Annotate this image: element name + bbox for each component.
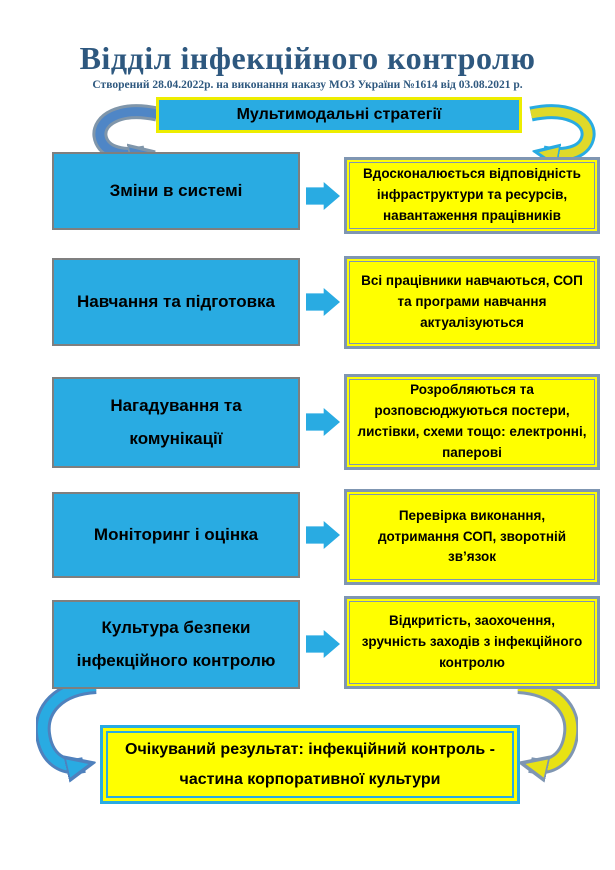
right-arrow-icon [306,288,340,316]
page-title: Відділ інфекційного контролю [79,40,536,76]
expected-result-box: Очікуваний результат: інфекційний контроль - частина корпоративної культури [100,725,520,804]
outcome-box-reminders: Розробляються та розповсюджуються постери, листівки, схеми тощо: електронні, паперові [344,374,600,470]
right-arrow-icon [306,182,340,210]
strategy-box-safety-culture: Культура безпеки інфекційного контролю [52,600,300,689]
strategy-box-reminders: Нагадування та комунікації [52,377,300,468]
outcome-box-system-changes: Вдосконалюється відповідність інфраструктури та ресурсів, навантаження працівників [344,157,600,234]
strategy-box-training: Навчання та підготовка [52,258,300,346]
strategy-box-monitoring: Моніторинг і оцінка [52,492,300,578]
strategy-box-system-changes: Зміни в системі [52,152,300,230]
outcome-box-monitoring: Перевірка виконання, дотримання СОП, зворотній зв’язок [344,489,600,585]
right-arrow-icon [306,521,340,549]
outcome-box-safety-culture: Відкритість, заохочення, зручність заходів з інфекційного контролю [344,596,600,689]
right-arrow-icon [306,630,340,658]
right-arrow-icon [306,408,340,436]
page-subtitle: Створений 28.04.2022р. на виконання наказу МОЗ України №1614 від 03.08.2021 р. [92,79,523,91]
outcome-box-training: Всі працівники навчаються, СОП та програми навчання актуалізуються [344,256,600,349]
multimodal-strategies-box: Мультимодальні стратегії [156,97,522,133]
